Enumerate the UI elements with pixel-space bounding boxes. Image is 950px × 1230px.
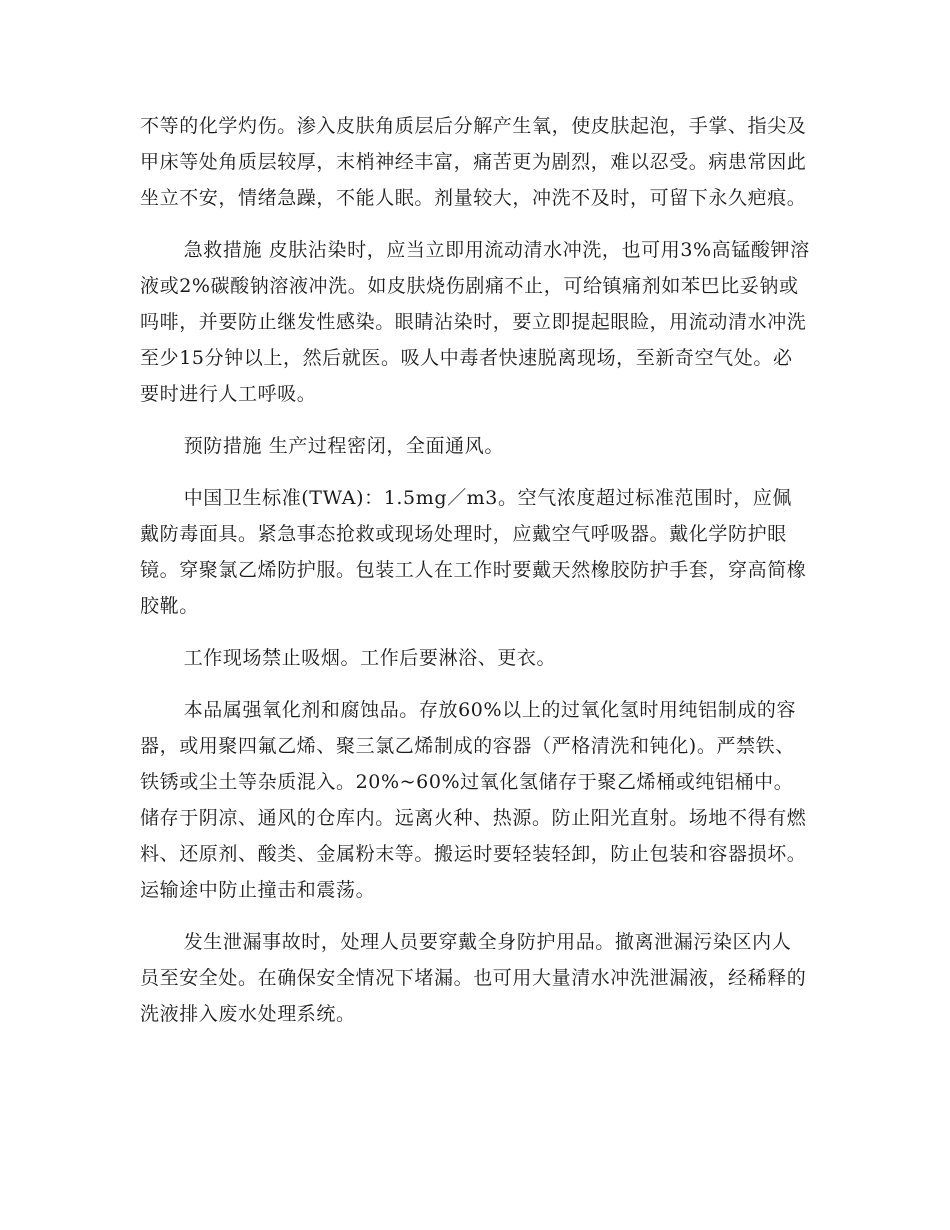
paragraph-hygiene-standard: 中国卫生标准(TWA)：1.5mg／m3。空气浓度超过标准范围时，应佩戴防毒面具。紧急事态抢救或现场处理时，应戴空气呼吸器。戴化学防护眼镜。穿聚氯乙烯防护服。包装工人在工作时要戴天然橡胶防护手套，穿高简橡胶靴。 [140, 487, 807, 617]
document-body [140, 108, 810, 1048]
paragraph-burn-effects: 不等的化学灼伤。渗入皮肤角质层后分解产生氧，使皮肤起泡，手掌、指尖及甲床等处角质层较厚，末梢神经丰富，痛苦更为剧烈，难以忍受。病患常因此坐立不安，情绪急躁，不能人眠。剂量较大，冲洗不及时，可留下永久疤痕。 [140, 115, 807, 209]
paragraph-workplace-rules: 工作现场禁止吸烟。工作后要淋浴、更衣。 [183, 647, 557, 669]
paragraph-prevention: 预防措施 生产过程密闭，全面通风。 [183, 435, 504, 457]
paragraph-first-aid: 急救措施 皮肤沾染时，应当立即用流动清水冲洗，也可用3%高锰酸钾溶液或2%碳酸钠溶液冲洗。如皮肤烧伤剧痛不止，可给镇痛剂如苯巴比妥钠或吗啡，并要防止继发性感染。眼睛沾染时，要立即提起眼睑，用流动清水冲洗至少15分钟以上，然后就医。吸人中毒者快速脱离现场，至新奇空气处。必要时进行人工呼吸。 [140, 239, 810, 405]
paragraph-leak-handling: 发生泄漏事故时，处理人员要穿戴全身防护用品。撤离泄漏污染区内人员至安全处。在确保安全情况下堵漏。也可用大量清水冲洗泄漏液，经稀释的洗液排入废水处理系统。 [140, 931, 807, 1025]
paragraph-storage-transport: 本品属强氧化剂和腐蚀品。存放60%以上的过氧化氢时用纯铝制成的容器，或用聚四氟乙烯、聚三氯乙烯制成的容器（严格清洗和钝化)。严禁铁、铁锈或尘土等杂质混入。20%~60%过氧化氢储存于聚乙烯桶或纯铝桶中。储存于阴凉、通风的仓库内。远离火种、热源。防止阳光直射。场地不得有燃料、还原剂、酸类、金属粉末等。搬运时要轻装轻卸，防止包装和容器损坏。运输途中防止撞击和震荡。 [140, 699, 807, 901]
